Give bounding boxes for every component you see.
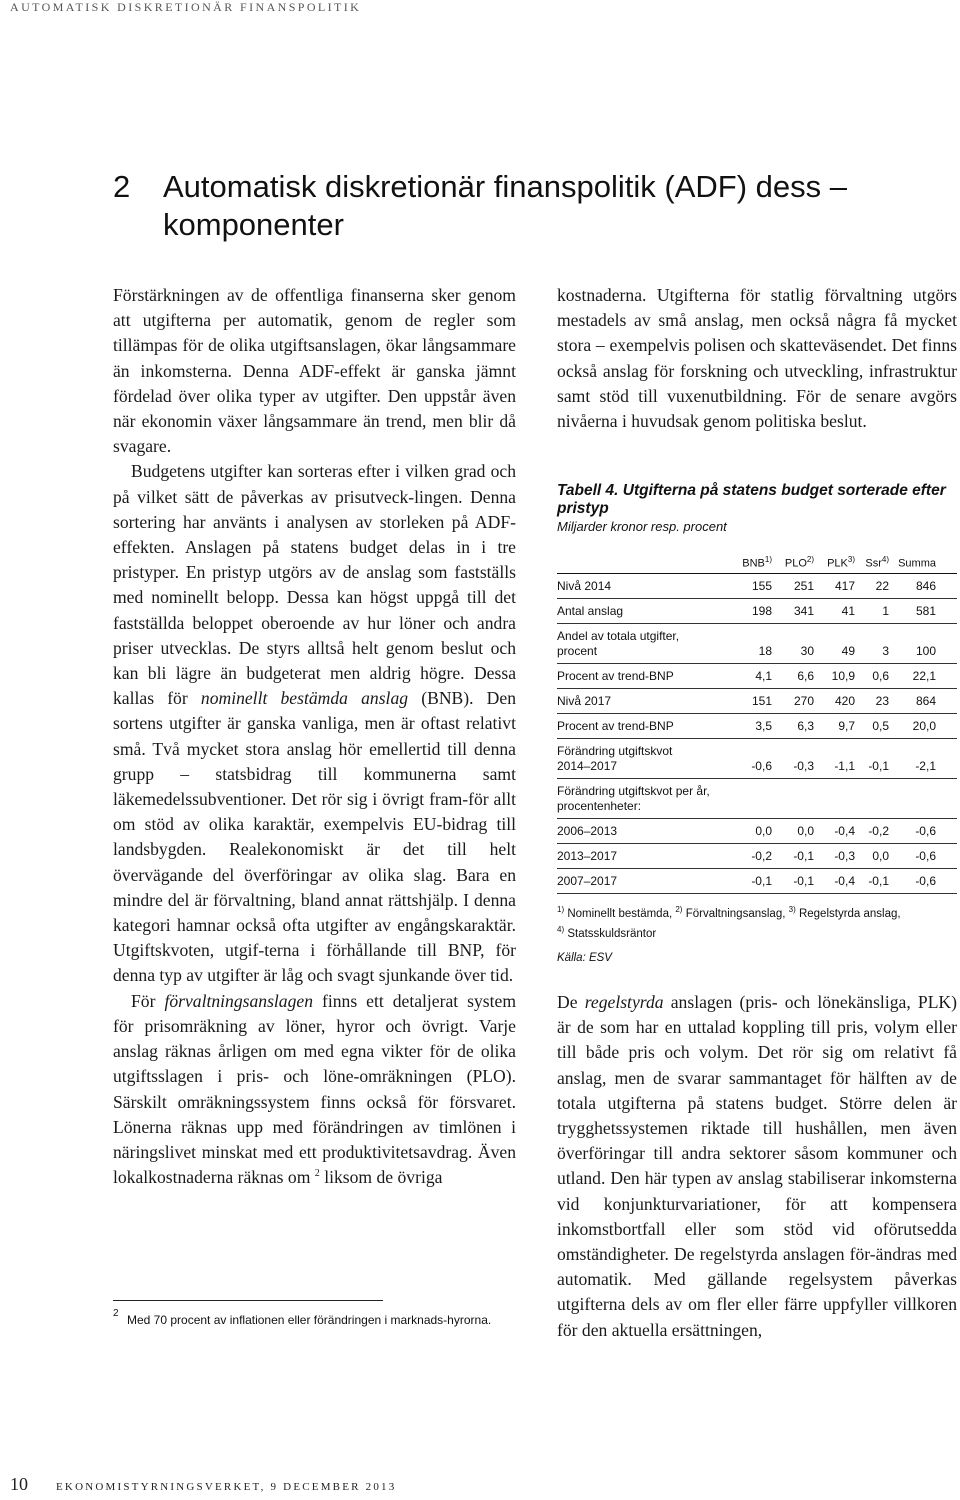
table-cell: -0,3	[834, 849, 855, 863]
table-cell: 20,0	[912, 719, 936, 733]
table-title: Tabell 4. Utgifterna på statens budget sorterade efter pristyp	[557, 482, 946, 517]
table-cell: -0,2	[868, 824, 889, 838]
table-cell: -0,1	[868, 874, 889, 888]
table-cell: 155	[751, 579, 772, 593]
table-body	[557, 574, 957, 894]
table-cell: 270	[793, 694, 814, 708]
row-label: 2007–2017	[557, 874, 618, 888]
column-header: Ssr$^{4)}$	[865, 555, 889, 570]
table-cell: -0,2	[751, 849, 772, 863]
table-cell: 30	[800, 644, 814, 658]
row-label: 2006–2013	[557, 824, 618, 838]
footnote-mark: 2	[113, 1308, 119, 1319]
table-cell: 10,9	[831, 669, 855, 683]
table-cell: -0,1	[793, 874, 814, 888]
row-label: Andel av totala utgifter, procent	[557, 629, 680, 658]
right-column-bottom	[557, 990, 957, 1343]
page-number: 10	[10, 1474, 28, 1494]
emphasis: regelstyrda	[584, 992, 664, 1012]
table-cell: 0,0	[755, 824, 772, 838]
chapter-number: 2	[113, 169, 131, 204]
table-cell: 151	[751, 694, 772, 708]
footnote-divider	[113, 1300, 383, 1301]
row-label: 2013–2017	[557, 849, 618, 863]
row-label: Nivå 2017	[557, 694, 612, 708]
table-row	[557, 819, 957, 844]
table-row	[557, 739, 957, 779]
table-cell: 9,7	[838, 719, 855, 733]
table-cell: 22	[875, 579, 889, 593]
table-cell: 581	[915, 604, 936, 618]
table-cell: 23	[875, 694, 889, 708]
table-cell: 1	[882, 604, 889, 618]
table-cell: -0,1	[751, 874, 772, 888]
table-cell: 198	[751, 604, 772, 618]
table-source: Källa: ESV	[557, 951, 612, 964]
paragraph: De regelstyrda anslagen (pris- och lönekänsliga, PLK) är de som har en uttalad koppling till pris, volym eller till både pris och volym. Det rör sig om relativt få anslag, men de svarar sammantaget för hälften av de totala utgifterna på statens budget. Större delen är trygghetssystemen riktade till hushållen, men även överföringar till andra sektorer såsom kommuner och utland. Den här typen av anslag stabiliserar inkomsterna vid konjunkturvariationer, för att kompensera inkomstbortfall eller som stöd vid oförutsedda omständigheter. De regelstyrda anslagen för-ändras med automatik. Med gällande regelsystem påverkas utgifterna dels av om fler eller färre uppfyller villkoren för den aktuella ersättningen,	[557, 992, 958, 1340]
table-cell: 420	[834, 694, 855, 708]
row-label: Förändring utgiftskvot per år, procentenheter:	[557, 784, 710, 813]
table-cell: -0,6	[915, 849, 936, 863]
column-header: Summa	[898, 558, 936, 570]
page-footer	[10, 1474, 396, 1495]
chapter-title	[113, 168, 913, 244]
table-cell: -0,4	[834, 874, 855, 888]
footnote-text: Med 70 procent av inflationen eller förändringen i marknads-hyrorna.	[127, 1313, 492, 1327]
table-cell: 4,1	[755, 669, 772, 683]
table-row	[557, 844, 957, 869]
column-header: PLK$^{3)}$	[827, 555, 855, 570]
paragraph: För förvaltningsanslagen finns ett detaljerat system för prisomräkning av löner, hyror och övrigt. Varje anslag räknas årligen om med egna vikter för de olika utgiftsslagen i pris- och löne-omräkningen (PLO). Särskilt omräkningssystem finns också för försvaret. Lönerna räknas upp med förändringen av timlönen i näringslivet minskat med ett produktivitetsavdrag. Även lokalkostnaderna räknas om $^2$ liksom de övriga	[113, 990, 517, 1188]
table-cell: 0,0	[797, 824, 814, 838]
table-cell: 0,0	[872, 849, 889, 863]
table-subtitle: Miljarder kronor resp. procent	[557, 519, 727, 534]
table-row	[557, 689, 957, 714]
table-cell: -0,4	[834, 824, 855, 838]
row-label: Antal anslag	[557, 604, 624, 618]
paragraph: kostnaderna. Utgifterna för statlig förvaltning utgörs mestadels av små anslag, men också några få mycket stora – exempelvis polisen och skatteväsendet. Det finns också anslag för forskning och utveckling, infrastruktur samt stöd till vuxenutbildning. För de senare avgörs nivåerna i huvudsak genom politiska beslut.	[557, 285, 957, 432]
table-cell: 22,1	[912, 669, 936, 683]
emphasis: nominellt bestämda anslag	[200, 688, 409, 709]
table-cell: -0,6	[915, 824, 936, 838]
table-cell: 341	[793, 604, 814, 618]
row-label: Förändring utgiftskvot 2014–2017	[557, 744, 673, 773]
table-cell: 100	[915, 644, 936, 658]
table-row	[557, 714, 957, 739]
table-cell: -1,1	[834, 759, 855, 773]
table-cell: 0,6	[872, 669, 889, 683]
footnote-reference[interactable]: 2	[314, 1168, 320, 1180]
table-row	[557, 599, 957, 624]
table-cell: 417	[834, 579, 855, 593]
table-cell: 0,5	[872, 719, 889, 733]
table-4	[557, 482, 957, 964]
left-column	[113, 283, 516, 1190]
chapter-title-line1: Automatisk diskretionär finanspolitik (ADF) dess	[163, 169, 822, 204]
table-row	[557, 624, 957, 664]
table-cell: -0,1	[793, 849, 814, 863]
table-cell: -0,6	[915, 874, 936, 888]
publisher-line: EKONOMISTYRNINGSVERKET, 9 DECEMBER 2013	[56, 1481, 397, 1493]
column-header: PLO$^{2)}$	[784, 555, 814, 570]
table-row	[557, 664, 957, 689]
table-cell: 3	[882, 644, 889, 658]
table-row	[557, 574, 957, 599]
row-label: Procent av trend-BNP	[557, 669, 674, 683]
table-cell: 6,3	[797, 719, 814, 733]
emphasis: förvaltningsanslagen	[164, 990, 314, 1011]
table-header	[557, 548, 957, 570]
right-column-top	[557, 283, 957, 434]
chapter-title-line2: komponenter	[163, 207, 344, 242]
table-cell: 49	[841, 644, 855, 658]
table-cell: 251	[793, 579, 814, 593]
table-row	[557, 779, 957, 819]
table-notes: $^{1)}$ Nominellt bestämda, $^{2)}$ Förvaltningsanslag, $^{3)}$ Regelstyrda anslag, $^{4)}$ Statsskuldsräntor	[557, 905, 901, 940]
row-label: Nivå 2014	[557, 579, 612, 593]
chapter-title-dash: –	[829, 169, 848, 204]
table-row	[557, 869, 957, 894]
table-cell: -0,3	[793, 759, 814, 773]
table-cell: 41	[841, 604, 855, 618]
table-cell: 3,5	[755, 719, 772, 733]
table-cell: 846	[915, 579, 936, 593]
table-cell: 18	[758, 644, 772, 658]
table-cell: -2,1	[915, 759, 936, 773]
paragraph: Förstärkningen av de offentliga finanserna sker genom att utgifterna per automatik, genom de regler som tillämpas för de olika utgiftsanslagen, ökar långsammare än inkomsterna. Denna ADF-effekt är ganska jämnt fördelad över olika typer av utgifter. Den uppstår även när ekonomin växer långsammare än trend, men blir då svagare.	[113, 285, 516, 457]
table-cell: 6,6	[797, 669, 814, 683]
paragraph: Budgetens utgifter kan sorteras efter i vilken grad och på vilket sätt de påverkas av prisutveck-lingen. Denna sortering har använts i analysen av storleken på ADF-effekten. Anslagen på statens budget delas in i tre pristyper. En pristyp utgörs av de anslag som fastställs med nominellt belopp. Dessa kan högst uppgå till det fastställda beloppet oberoende av hur löner och andra priser utvecklas. De styrs alltså helt genom beslut och kan bli lägre än budgeterat men aldrig högre. Dessa kallas för nominellt bestämda anslag (BNB). Den sortens utgifter är ganska vanliga, men är oftast relativt små. Två mycket stora anslag hör emellertid till denna grupp – statsbidrag till kommunerna samt läkemedelssubventioner. Det rör sig i övrigt fram-för allt om stöd av olika karaktär, exempelvis EU-bidrag till landsbygden. Realekonomiskt är det till helt övervägande del överföringar av olika slag. Bara en mindre del är förvaltning, bland annat rättshjälp. I denna kategori hamnar också ofta utgifter av engångskaraktär. Utgiftskvoten, utgif-terna i förhållande till BNP, för denna typ av utgifter är låg och svagt sjunkande över tid.	[113, 461, 516, 986]
row-label: Procent av trend-BNP	[557, 719, 674, 733]
column-header: BNB$^{1)}$	[742, 555, 772, 570]
table-cell: -0,6	[751, 759, 772, 773]
footnote	[113, 1308, 516, 1328]
table-cell: -0,1	[868, 759, 889, 773]
running-head: AUTOMATISK DISKRETIONÄR FINANSPOLITIK	[10, 0, 362, 14]
table-cell: 864	[915, 694, 936, 708]
